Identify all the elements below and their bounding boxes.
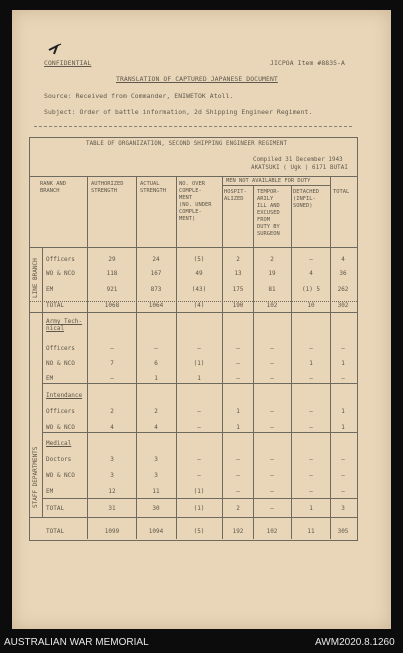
table-cell: —	[341, 456, 345, 463]
handwritten-mark	[48, 42, 64, 56]
header-hospitalized: HOSPIT- ALIZED	[224, 189, 247, 202]
table-cell: 190	[232, 302, 244, 309]
side-label-line: LINE BRANCH	[32, 258, 39, 298]
table-cell: —	[309, 345, 313, 352]
table-cell: —	[197, 345, 201, 352]
table-cell: 175	[232, 286, 244, 293]
table-cell: —	[309, 456, 313, 463]
table-cell: 873	[150, 286, 162, 293]
table-cell: —	[270, 408, 274, 415]
table-cell: 36	[339, 270, 347, 277]
table-cell: (4)	[193, 302, 205, 309]
table-cell: 4	[110, 424, 114, 431]
table-cell: 1099	[104, 528, 120, 535]
header-rule	[29, 176, 357, 177]
table-cell: 10	[307, 302, 315, 309]
col-rule	[330, 176, 331, 539]
table-cell: 6	[154, 360, 158, 367]
table-cell: —	[309, 375, 313, 382]
table-cell: (1)	[193, 360, 205, 367]
table-cell: 49	[195, 270, 203, 277]
table-cell: —	[270, 472, 274, 479]
footer-institution: AUSTRALIAN WAR MEMORIAL	[4, 637, 149, 648]
section-rule	[42, 498, 357, 499]
table-cell: (43)	[191, 286, 207, 293]
row-label: WO & NCO	[46, 472, 75, 479]
col-rule	[253, 185, 254, 539]
table-cell: 30	[152, 505, 160, 512]
table-cell: 1	[197, 375, 201, 382]
table-cell: —	[236, 360, 240, 367]
classification-label: CONFIDENTIAL	[44, 59, 92, 67]
table-cell: —	[236, 456, 240, 463]
table-cell: 192	[232, 528, 244, 535]
header-rank: RANK AND BRANCH	[40, 181, 66, 194]
table-cell: 1	[309, 505, 313, 512]
table-cell: (1)	[193, 488, 205, 495]
section-rule	[42, 432, 357, 433]
table-cell: 7	[110, 360, 114, 367]
row-label: Medical	[46, 440, 72, 447]
unit-name: AKATSUKI ( Ugk ) 6171 BUTAI	[251, 165, 348, 171]
table-cell: 4	[154, 424, 158, 431]
table-cell: 31	[108, 505, 116, 512]
table-cell: 4	[309, 270, 313, 277]
table-cell: —	[309, 424, 313, 431]
row-label: EM	[46, 286, 54, 293]
table-cell: 1	[236, 408, 240, 415]
source-line: Source: Received from Commander, ENIWETOK Atoll.	[44, 92, 234, 100]
table-cell: 12	[108, 488, 116, 495]
table-cell: —	[309, 472, 313, 479]
table-cell: —	[110, 345, 114, 352]
table-cell: 1094	[148, 528, 164, 535]
document-title: TRANSLATION OF CAPTURED JAPANESE DOCUMENT	[116, 75, 278, 83]
table-cell: —	[270, 488, 274, 495]
table-cell: —	[236, 472, 240, 479]
header-bottom-rule	[29, 247, 357, 248]
table-cell: 102	[266, 302, 278, 309]
table-cell: 11	[307, 528, 315, 535]
table-cell: —	[270, 375, 274, 382]
compiled-date: Compiled 31 December 1943	[253, 157, 343, 163]
row-label: NO & NCO	[46, 360, 75, 367]
footer-accession: AWM2020.8.1260	[315, 637, 395, 648]
table-cell: —	[341, 375, 345, 382]
table-cell: —	[309, 408, 313, 415]
table-cell: 2	[110, 408, 114, 415]
header-not-available: MEN NOT AVAILABLE FOR DUTY	[226, 178, 311, 184]
item-number: JICPOA Item #8835-A	[270, 59, 346, 67]
table-cell: 305	[337, 528, 349, 535]
row-label: TOTAL	[46, 505, 65, 512]
table-cell: 118	[106, 270, 118, 277]
row-label: TOTAL	[46, 528, 65, 535]
row-label: EM	[46, 488, 54, 495]
table-cell: 1	[341, 408, 345, 415]
table-cell: —	[341, 472, 345, 479]
table-cell: 3	[154, 472, 158, 479]
table-cell: 1	[341, 360, 345, 367]
table-cell: 3	[341, 505, 345, 512]
table-cell: —	[270, 456, 274, 463]
row-label: Officers	[46, 256, 75, 263]
table-cell: —	[270, 505, 274, 512]
table-cell: —	[309, 488, 313, 495]
table-cell: 302	[337, 302, 349, 309]
header-total: TOTAL	[333, 189, 350, 195]
table-cell: 1	[341, 424, 345, 431]
divider	[34, 126, 352, 127]
table-cell: —	[197, 424, 201, 431]
table-cell: 19	[268, 270, 276, 277]
table-cell: —	[197, 408, 201, 415]
row-label: Officers	[46, 408, 75, 415]
header-over: NO. OVER COMPLE- MENT (NO. UNDER COMPLE- MENT)	[179, 181, 212, 222]
table-cell: 1	[154, 375, 158, 382]
subject-line: Subject: Order of battle information, 2d Shipping Engineer Regiment.	[44, 108, 313, 116]
side-label-staff: STAFF DEPARTMENTS	[32, 446, 39, 508]
table-title: TABLE OF ORGANIZATION, SECOND SHIPPING ENGINEER REGIMENT	[86, 141, 288, 147]
table-cell: —	[154, 345, 158, 352]
table-cell: 2	[236, 256, 240, 263]
table-cell: —	[270, 360, 274, 367]
table-cell: 2	[236, 505, 240, 512]
subheader-rule	[222, 185, 330, 186]
row-label: EM	[46, 375, 54, 382]
table-cell: (5)	[193, 528, 205, 535]
row-label: Doctors	[46, 456, 72, 463]
section-rule	[42, 383, 357, 384]
row-label: Army Tech- nical	[46, 318, 83, 332]
row-label: WO & NCO	[46, 424, 75, 431]
table-cell: 24	[152, 256, 160, 263]
table-cell: 1064	[148, 302, 164, 309]
table-cell: 1068	[104, 302, 120, 309]
table-cell: —	[110, 375, 114, 382]
table-cell: —	[236, 345, 240, 352]
section-rule	[29, 312, 357, 313]
table-cell: (1)	[193, 505, 205, 512]
table-cell: 1	[309, 360, 313, 367]
table-cell: —	[309, 256, 313, 263]
table-cell: 2	[154, 408, 158, 415]
col-rule	[176, 176, 177, 539]
table-cell: —	[236, 488, 240, 495]
table-cell: —	[341, 488, 345, 495]
side-rule	[42, 247, 43, 517]
col-rule	[87, 176, 88, 539]
table-cell: 29	[108, 256, 116, 263]
table-cell: —	[236, 375, 240, 382]
table-cell: 921	[106, 286, 118, 293]
table-cell: 3	[154, 456, 158, 463]
row-label: TOTAL	[46, 302, 65, 309]
header-temporarily-ill: TEMPOR- ARILY ILL AND EXCUSED FROM DUTY BY SURGEON	[257, 189, 280, 237]
section-rule	[29, 517, 357, 518]
table-cell: 3	[110, 456, 114, 463]
table-cell: —	[270, 345, 274, 352]
col-rule	[136, 176, 137, 539]
table-cell: —	[341, 345, 345, 352]
table-cell: 1	[236, 424, 240, 431]
row-label: Intendance	[46, 392, 83, 399]
header-detached: DETACHED (INFIL- SONED)	[293, 189, 319, 209]
table-cell: (5)	[193, 256, 205, 263]
col-rule	[222, 176, 223, 539]
col-rule	[291, 185, 292, 539]
table-cell: 81	[268, 286, 276, 293]
table-cell: 167	[150, 270, 162, 277]
header-authorized: AUTHORIZED STRENGTH	[91, 181, 124, 194]
header-actual: ACTUAL STRENGTH	[140, 181, 166, 194]
table-cell: —	[197, 472, 201, 479]
table-cell: —	[197, 456, 201, 463]
table-cell: 3	[110, 472, 114, 479]
table-cell: —	[270, 424, 274, 431]
table-cell: 102	[266, 528, 278, 535]
table-cell: 13	[234, 270, 242, 277]
table-cell: 262	[337, 286, 349, 293]
row-label: WO & NCO	[46, 270, 75, 277]
table-cell: (1) 5	[301, 286, 321, 293]
table-cell: 4	[341, 256, 345, 263]
table-cell: 11	[152, 488, 160, 495]
table-cell: 2	[270, 256, 274, 263]
row-label: Officers	[46, 345, 75, 352]
